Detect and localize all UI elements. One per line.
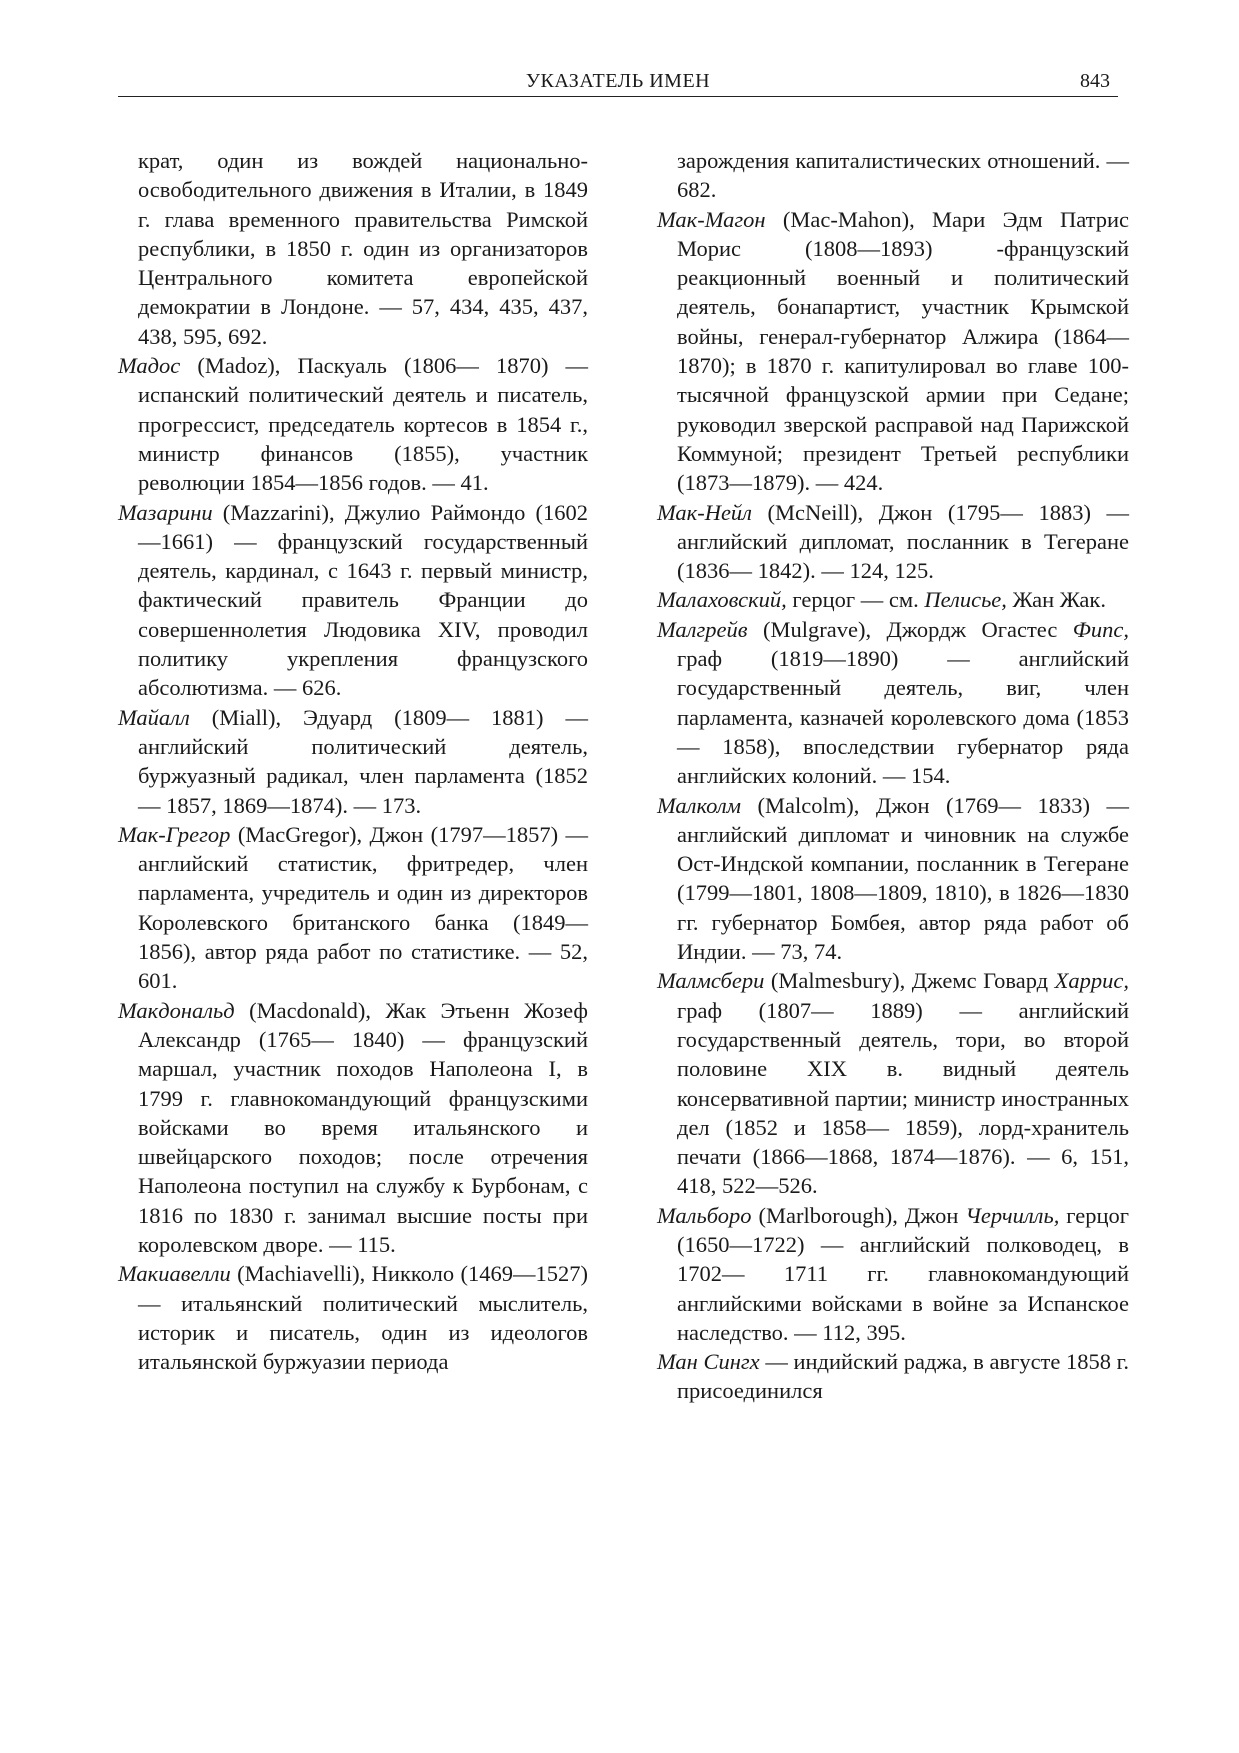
index-entry xyxy=(118,1259,588,1376)
entry-name: Мальборо xyxy=(657,1202,752,1228)
entry-text: (Macdonald), Жак Этьенн Жозеф Александр (1765— 1840) — французский маршал, участник походов Наполеона I, в 1799 г. главнокомандующий французскими войсками во время итальянского и швейцарского походов; после отречения Наполеона поступил на службу к Бурбонам, с 1816 по 1830 г. занимал высшие посты при королевском дворе. — 115. xyxy=(138,997,588,1257)
index-entry xyxy=(118,498,588,703)
index-entry xyxy=(118,351,588,497)
entry-name: Макдональд xyxy=(118,997,235,1023)
index-entry xyxy=(657,205,1129,498)
entry-text: (Miall), Эдуард (1809— 1881) — английский политический деятель, буржуазный радикал, член парламента (1852— 1857, 1869—1874). — 173. xyxy=(138,704,588,818)
entry-name: Ман Сингх xyxy=(657,1349,760,1375)
index-entry xyxy=(657,1347,1129,1406)
entry-text: (MacGregor), Джон (1797—1857) — английский статистик, фритредер, член парламента, учредитель и один из директоров Королевского британского банка (1849—1856), автор ряда работ по статистике. — 52, 601. xyxy=(138,821,588,994)
entry-name: Малаховский, xyxy=(657,587,787,613)
index-entry xyxy=(657,966,1129,1200)
entry-name: Мадос xyxy=(118,353,181,379)
entry-text: — индийский раджа, в августе 1858 г. присоединился xyxy=(677,1349,1129,1404)
entry-name: Харрис, xyxy=(1054,968,1129,994)
index-entry xyxy=(118,820,588,996)
entry-text: (Mazzarini), Джулио Раймондо (1602—1661) — французский государственный деятель, кардинал, с 1643 г. первый министр, фактический правитель Франции до совершеннолетия Людовика XIV, проводил политику укрепления французского абсолютизма. — 626. xyxy=(138,499,588,701)
entry-text: (McNeill), Джон (1795— 1883) — английский дипломат, посланник в Тегеране (1836— 1842). — 124, 125. xyxy=(677,499,1129,584)
entry-name: Малколм xyxy=(657,792,742,818)
left-column xyxy=(118,146,588,1376)
index-entry: крат, один из вождей национально-освободительного движения в Италии, в 1849 г. глава временного правительства Римской республики, в 1850 г. один из организаторов Центрального комитета европейской демократии в Лондоне. — 57, 434, 435, 437, 438, 595, 692. xyxy=(138,148,588,349)
page-number: 843 xyxy=(1080,70,1110,92)
right-column xyxy=(657,146,1129,1406)
entry-text: (Marlborough), Джон xyxy=(751,1202,966,1228)
running-header-title: УКАЗАТЕЛЬ ИМЕН xyxy=(525,70,711,92)
index-entry xyxy=(657,146,1129,205)
running-header xyxy=(118,70,1118,98)
index-entry xyxy=(118,996,588,1260)
entry-text: зарождения капиталистических отношений. — 682. xyxy=(677,148,1129,203)
entry-text: Жан Жак. xyxy=(1006,587,1106,613)
header-rule xyxy=(118,96,1118,97)
entry-name: Мак-Грегор xyxy=(118,821,231,847)
index-entry xyxy=(657,791,1129,967)
entry-text: (Madoz), Паскуаль (1806— 1870) — испанский политический деятель и писатель, прогрессист, председатель кортесов в 1854 г., министр финансов (1855), участник революции 1854—1856 годов. — 41. xyxy=(138,353,588,496)
entry-name: Пелисье, xyxy=(924,587,1007,613)
entry-name: Фипс, xyxy=(1072,616,1129,642)
entry-name: Мазарини xyxy=(118,499,213,525)
entry-text: граф (1807— 1889) — английский государственный деятель, тори, во второй половине XIX в. видный деятель консервативной партии; министр иностранных дел (1852 и 1858— 1859), лорд-хранитель печати (1866—1868, 1874—1876). — 6, 151, 418, 522—526. xyxy=(677,997,1129,1199)
entry-text: (Mac-Mahon), Мари Эдм Патрис Морис (1808—1893) -французский реакционный военный и политический деятель, бонапартист, участник Крымской войны, генерал-губернатор Алжира (1864—1870); в 1870 г. капитулировал во главе 100-тысячной французской армии при Седане; руководил зверской расправой над Парижской Коммуной; президент Третьей республики (1873—1879). — 424. xyxy=(677,206,1129,496)
entry-text: (Mulgrave), Джордж Огастес xyxy=(747,616,1073,642)
index-entry xyxy=(657,498,1129,586)
index-entry xyxy=(657,1201,1129,1347)
entry-name: Черчилль, xyxy=(965,1202,1060,1228)
entry-text: (Machiavelli), Никколо (1469—1527) — итальянский политический мыслитель, историк и писатель, один из идеологов итальянской буржуазии периода xyxy=(138,1261,588,1375)
entry-name: Малгрейв xyxy=(657,616,748,642)
entry-name: Мак-Нейл xyxy=(657,499,752,525)
index-entry xyxy=(657,585,1129,614)
entry-name: Макиавелли xyxy=(118,1261,231,1287)
entry-text: герцог (1650—1722) — английский полководец, в 1702— 1711 гг. главнокомандующий английскими войсками в войне за Испанское наследство. — 112, 395. xyxy=(677,1202,1129,1345)
entry-text: герцог — см. xyxy=(786,587,925,613)
index-entry xyxy=(118,703,588,820)
entry-name: Майалл xyxy=(118,704,190,730)
entry-text: граф (1819—1890) — английский государственный деятель, виг, член парламента, казначей королевского дома (1853— 1858), впоследствии губернатор ряда английских колоний. — 154. xyxy=(677,646,1129,789)
index-entry xyxy=(657,615,1129,791)
entry-name: Мак-Магон xyxy=(657,206,766,232)
entry-text: (Malmesbury), Джемс Говард xyxy=(764,968,1055,994)
entry-name: Малмсбери xyxy=(657,968,765,994)
entry-text: (Malcolm), Джон (1769— 1833) — английский дипломат и чиновник на службе Ост-Индской компании, посланник в Тегеране (1799—1801, 1808—1809, 1810), в 1826—1830 гг. губернатор Бомбея, автор ряда работ об Индии. — 73, 74. xyxy=(677,792,1129,965)
